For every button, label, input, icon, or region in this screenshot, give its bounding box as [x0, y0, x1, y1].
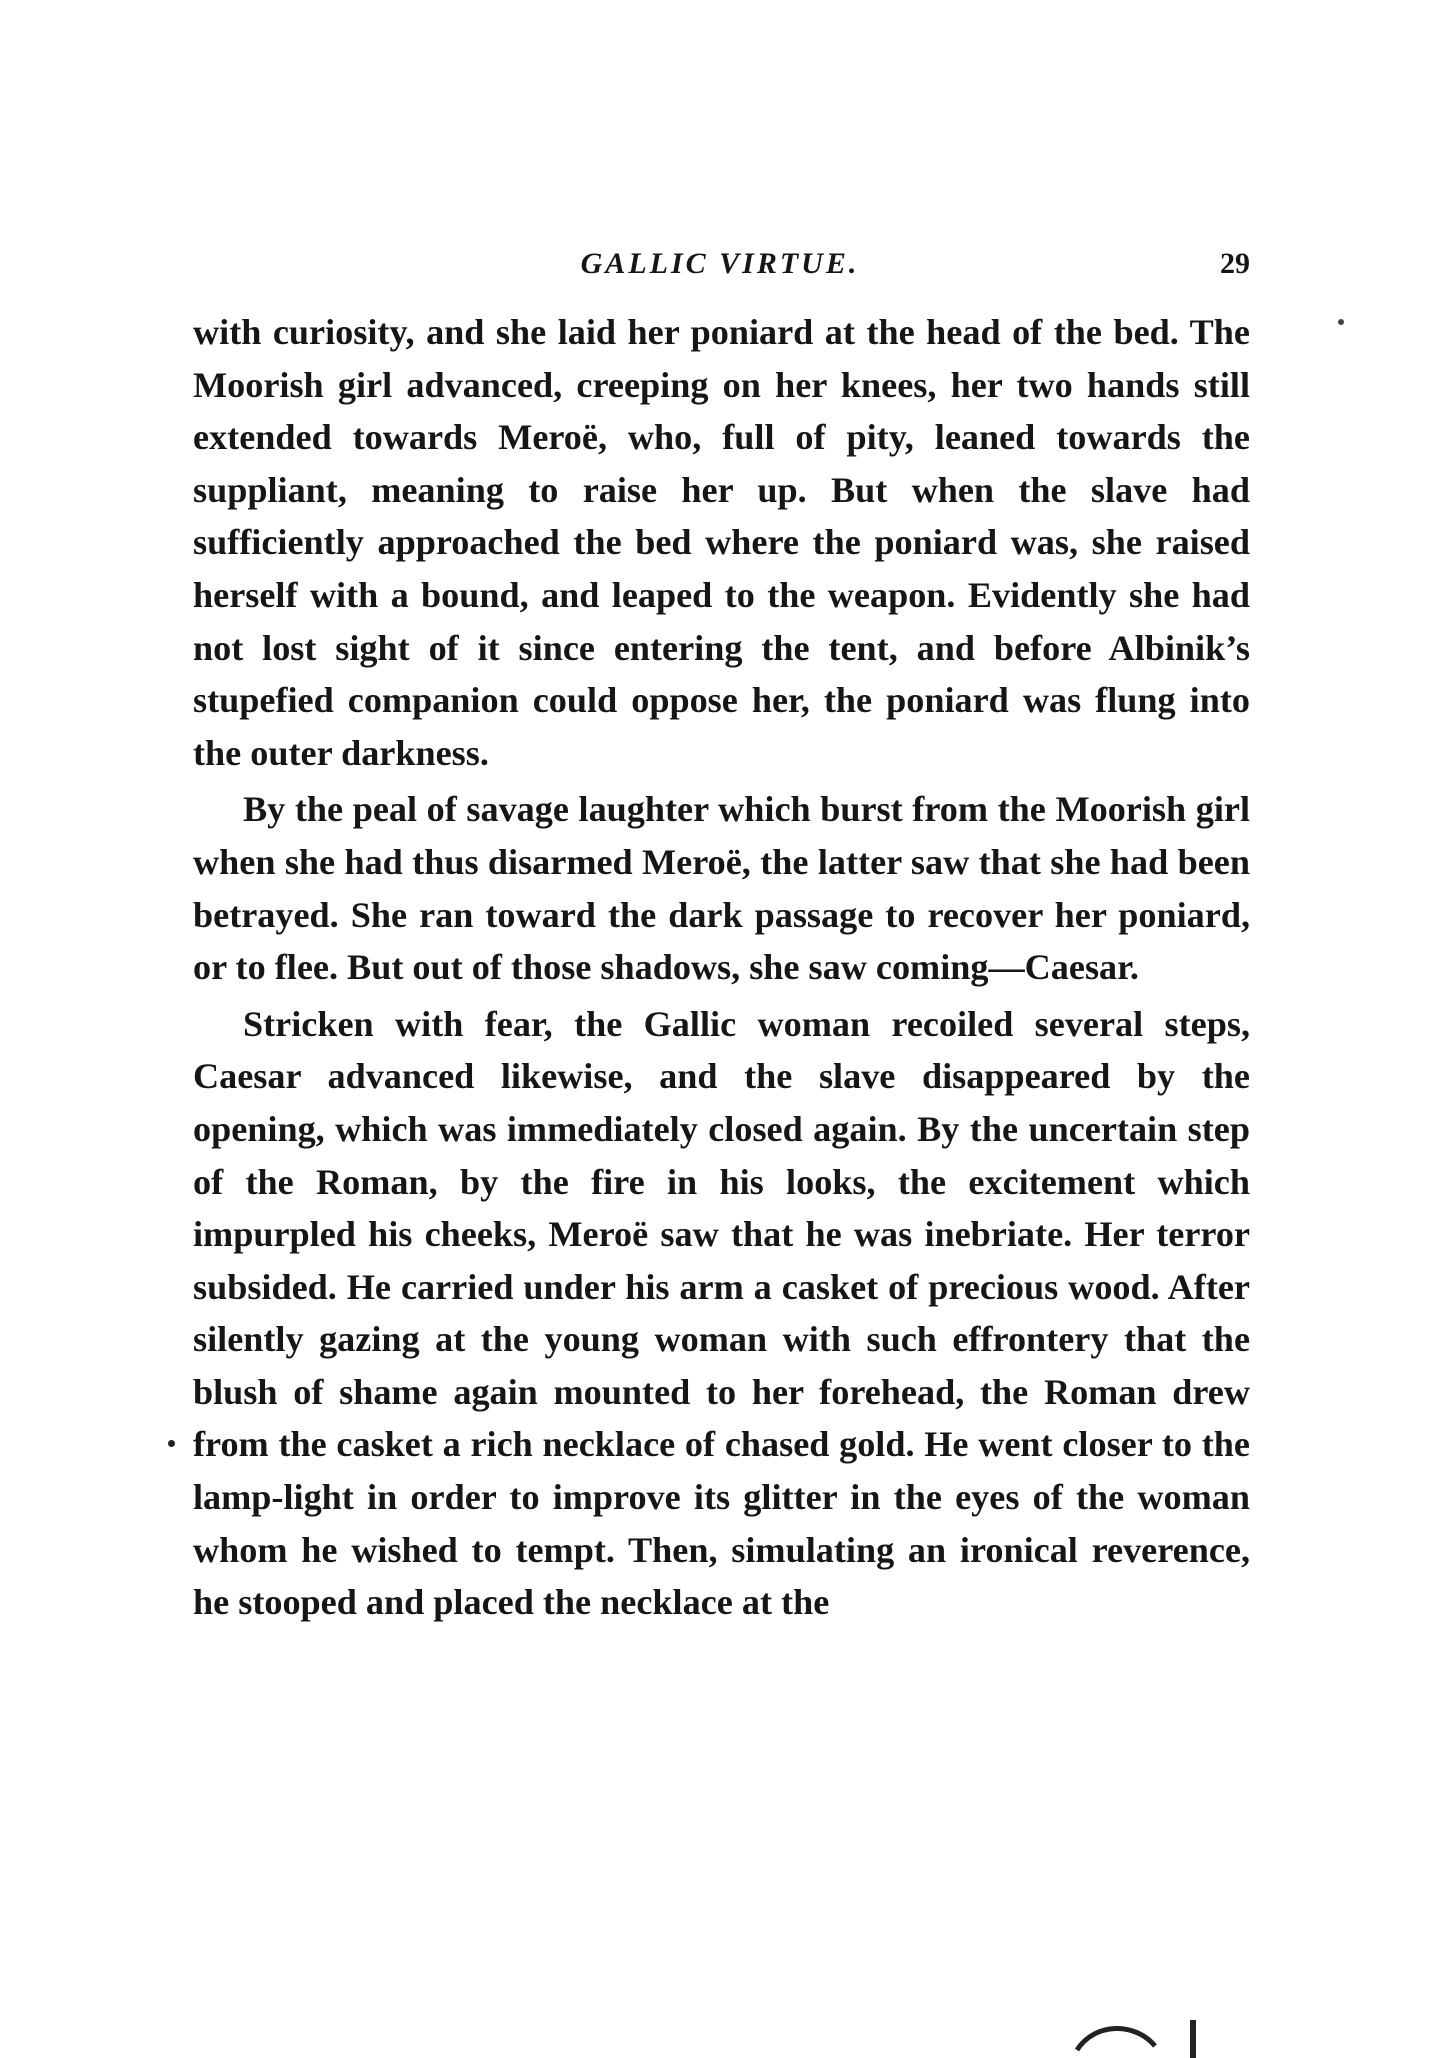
body-text [193, 306, 1250, 1629]
paragraph-3: Stricken with fear, the Gallic woman recoiled several steps, Caesar advanced likewise, and the slave disappeared by the opening, which was immediately closed again. By the uncertain step of the Roman, by the fire in his looks, the excitement which impurpled his cheeks, Meroë saw that he was inebriate. Her terror subsided. He carried under his arm a casket of precious wood. After silently gazing at the young woman with such effrontery that the blush of shame again mounted to her forehead, the Roman drew from the casket a rich necklace of chased gold. He went closer to the lamp-light in order to improve its glitter in the eyes of the woman whom he wished to tempt. Then, simulating an ironical reverence, he stooped and placed the necklace at the [193, 1003, 1250, 1623]
paragraph-2: By the peal of savage laughter which burst from the Moorish girl when she had thus disarmed Meroë, the latter saw that she had been betrayed. She ran toward the dark passage to recover her poniard, or to flee. But out of those shadows, she saw coming—Caesar. [193, 789, 1250, 988]
running-head [190, 242, 1250, 286]
scan-edge-fragment-graphic [1075, 2018, 1215, 2058]
stray-ink-mark [168, 1440, 175, 1447]
page-number: 29 [1220, 247, 1250, 280]
scan-edge-fragment [1075, 2018, 1215, 2058]
stray-ink-mark [1338, 319, 1344, 325]
paragraph-1: with curiosity, and she laid her poniard at the head of the bed. The Moorish girl advanced, creeping on her knees, her two hands still extended towards Meroë, who, full of pity, leaned towards the suppliant, meaning to raise her up. But when the slave had sufficiently approached the bed where the poniard was, she raised herself with a bound, and leaped to the weapon. Evidently she had not lost sight of it since entering the tent, and before Albinik’s stupefied companion could oppose her, the poniard was flung into the outer darkness. [193, 312, 1250, 773]
running-title: GALLIC VIRTUE. [580, 247, 860, 280]
